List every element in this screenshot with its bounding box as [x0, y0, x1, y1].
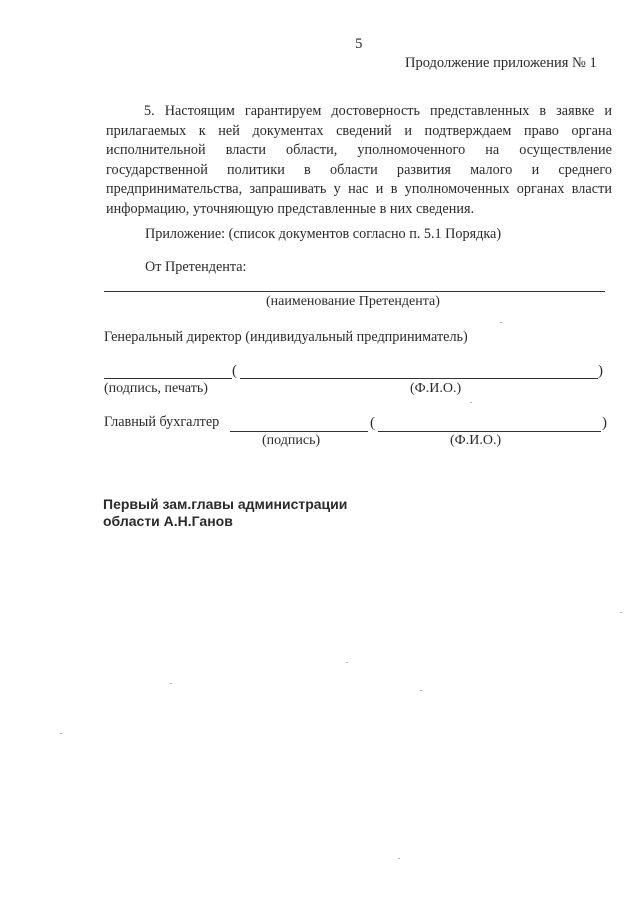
scan-speck: [170, 683, 172, 684]
page-number: 5: [355, 36, 363, 52]
director-fio-line: [240, 378, 598, 379]
accountant-open-paren: (: [370, 415, 375, 431]
signatory-title: Первый зам.главы администрации: [103, 496, 348, 512]
director-open-paren: (: [232, 363, 237, 379]
signatory-block: [103, 496, 347, 530]
scan-speck: [346, 662, 348, 663]
accountant-signature-line: [230, 431, 368, 432]
signature-stamp-caption: (подпись, печать): [104, 381, 208, 396]
director-fio-caption: (Ф.И.О.): [410, 381, 462, 396]
continuation-header: Продолжение приложения № 1: [405, 55, 597, 71]
scan-speck: [620, 612, 622, 613]
accountant-fio-line: [378, 431, 601, 432]
accountant-label: Главный бухгалтер: [104, 414, 220, 430]
scan-speck: [420, 690, 422, 691]
applicant-name-caption: (наименование Претендента): [266, 294, 440, 309]
from-applicant-label: От Претендента:: [145, 259, 247, 275]
appendix-line: Приложение: (список документов согласно п. 5.1 Порядка): [145, 226, 502, 242]
scan-speck: [500, 322, 502, 323]
scan-speck: [398, 858, 400, 859]
director-close-paren: ): [598, 363, 603, 379]
accountant-signature-caption: (подпись): [262, 433, 321, 448]
accountant-close-paren: ): [602, 415, 607, 431]
scan-speck: [470, 402, 472, 403]
signatory-name: области А.Н.Ганов: [103, 513, 233, 529]
director-signature-line: [104, 378, 232, 379]
director-label: Генеральный директор (индивидуальный предприниматель): [104, 329, 468, 345]
scan-speck: [60, 733, 62, 734]
applicant-name-line: [104, 291, 605, 292]
accountant-fio-caption: (Ф.И.О.): [450, 433, 502, 448]
paragraph-5: 5. Настоящим гарантируем достоверность представленных в заявке и прилагаемых к ней документах сведений и подтверждаем право органа исполнительной власти области, уполномоченного на осуществление государственной политики в области развития малого и среднего предпринимательства, запрашивать у нас и в уполномоченных органах власти информацию, уточняющую представленные в них сведения.: [106, 103, 612, 217]
